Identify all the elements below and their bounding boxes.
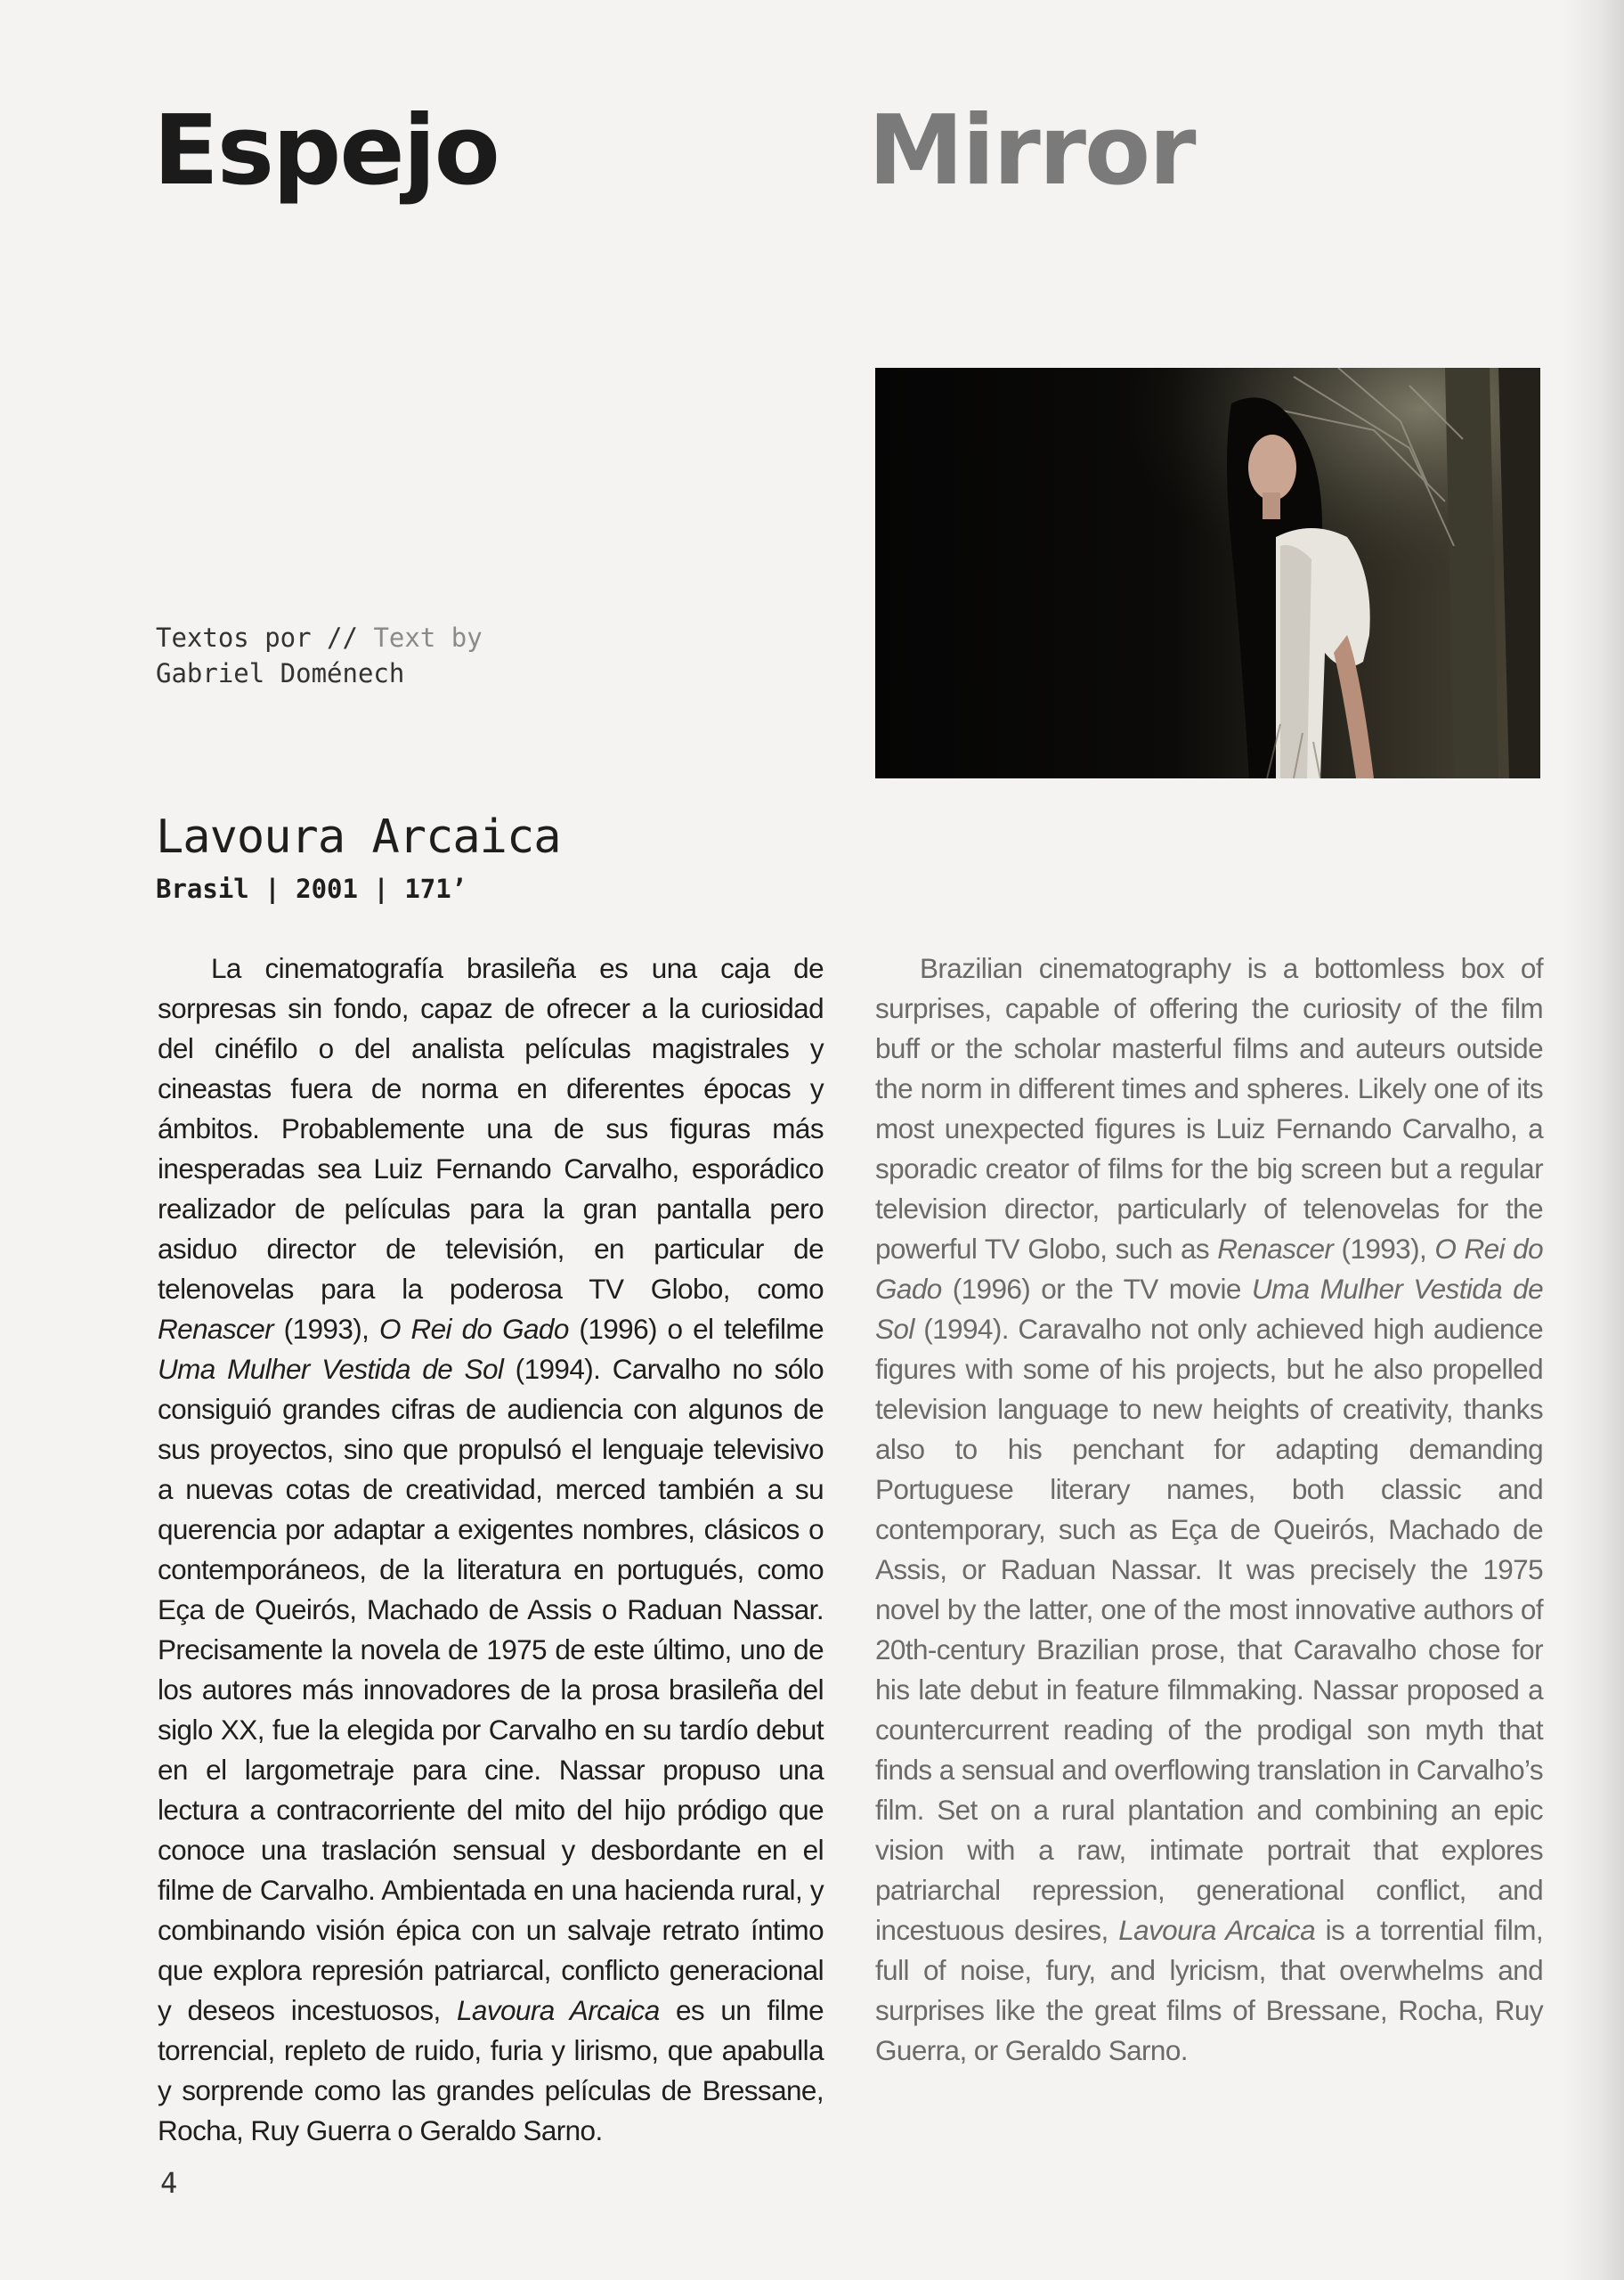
body-en-italic-title: O Rei do Gado (875, 1233, 1544, 1305)
film-still-illustration (875, 368, 1540, 778)
body-es-italic-title: O Rei do Gado (378, 1313, 569, 1345)
body-es-text: (1994). Carvalho no sólo consiguió grandes cifras de audiencia con algunos de sus proyectos, sino que propulsó el lenguaje televisivo a nuevas cotas de creatividad, merced también a su querencia por adaptar a exigentes nombres, clásicos o contemporáneos, de la literatura en portugués, como Eça de Queirós, Machado de Assis o Raduan Nassar. Precisamente la novela de 1975 de este último, uno de los autores más innovadores de la prosa brasileña del siglo XX, fue la elegida por Carvalho en su tardío debut en el largometraje para cine. Nassar propuso una lectura a contracorriente del mito del hijo pródigo que conoce una traslación sensual y desbordante en el filme de Carvalho. Ambientada en una hacienda rural, y combinando visión épica con un salvaje retrato íntimo que explora represión patriarcal, conflicto generacional y deseos incestuosos, (158, 1353, 824, 2026)
body-text-english (875, 949, 1543, 2071)
body-en-italic-title: Lavoura Arcaica (1118, 1914, 1316, 1946)
body-es-text: (1993), (273, 1313, 379, 1345)
body-en-text: Brazilian cinematography is a bottomless box of surprises, capable of offering the curiosity of the film buff or the scholar masterful films and auteurs outside the norm in different times and spheres. Likely one of its most unexpected figures is Luiz Fernando Carvalho, a sporadic creator of films for the big screen but a regular television director, particularly of telenovelas for the powerful TV Globo, such as (875, 952, 1543, 1265)
body-es-italic-title: Uma Mulher Vestida de Sol (158, 1353, 504, 1385)
body-en-text: (1994). Caravalho not only achieved high audience figures with some of his projects, but he also propelled television language to new heights of creativity, thanks also to his penchant for adapting demanding Portuguese literary names, both classic and contemporary, such as Eça de Queirós, Machado de Assis, or Raduan Nassar. It was precisely the 1975 novel by the latter, one of the most innovative authors of 20th-century Brazilian prose, that Caravalho chose for his late debut in feature filmmaking. Nassar proposed a countercurrent reading of the prodigal son myth that finds a sensual and overflowing translation in Carvalho’s film. Set on a rural plantation and combining an epic vision with a raw, intimate portrait that explores patriarchal repression, generational conflict, and incestuous desires, (875, 1313, 1543, 1946)
film-title: Lavoura Arcaica (156, 810, 561, 864)
body-en-text: is a torrential film, full of noise, fury, and lyricism, that overwhelms and surprises like the great films of Bressane, Rocha, Ruy Guerra, or Geraldo Sarno. (875, 1914, 1543, 2066)
body-es-italic-title: Renascer (158, 1313, 274, 1345)
body-en-italic-title: Renascer (1217, 1233, 1334, 1265)
page-edge-shadow (1562, 0, 1624, 2280)
body-en-text: (1996) or the TV movie (941, 1273, 1252, 1305)
body-text-spanish (158, 949, 824, 2151)
body-es-italic-title: Lavoura Arcaica (457, 1994, 660, 2026)
section-title-spanish: Espejo (153, 95, 499, 207)
film-still-image (875, 368, 1540, 778)
byline-author: Gabriel Doménech (156, 658, 405, 688)
page-number: 4 (160, 2166, 178, 2200)
body-es-text: es un filme torrencial, repleto de ruido, furia y lirismo, que apabulla y sorprende como las grandes películas de Bressane, Rocha, Ruy Guerra o Geraldo Sarno. (158, 1994, 824, 2146)
body-es-text: (1996) o el telefilme (568, 1313, 824, 1345)
section-title-english: Mirror (868, 95, 1195, 207)
film-meta: Brasil | 2001 | 171’ (156, 874, 467, 904)
body-en-italic-title: Uma Mulher Vestida de Sol (875, 1273, 1543, 1345)
body-en-text: (1993), (1333, 1233, 1435, 1265)
byline (156, 620, 483, 691)
byline-label-spanish: Textos por // (156, 623, 358, 653)
body-es-text: La cinematografía brasileña es una caja de sorpresas sin fondo, capaz de ofrecer a la curiosidad del cinéfilo o del analista películas magistrales y cineastas fuera de norma en diferentes épocas y ámbitos. Probablemente una de sus figuras más inesperadas sea Luiz Fernando Carvalho, esporádico realizador de películas para la gran pantalla pero asiduo director de televisión, en particular de telenovelas para la poderosa TV Globo, como (158, 952, 824, 1305)
byline-label (156, 620, 483, 656)
byline-label-english: Text by (373, 623, 483, 653)
